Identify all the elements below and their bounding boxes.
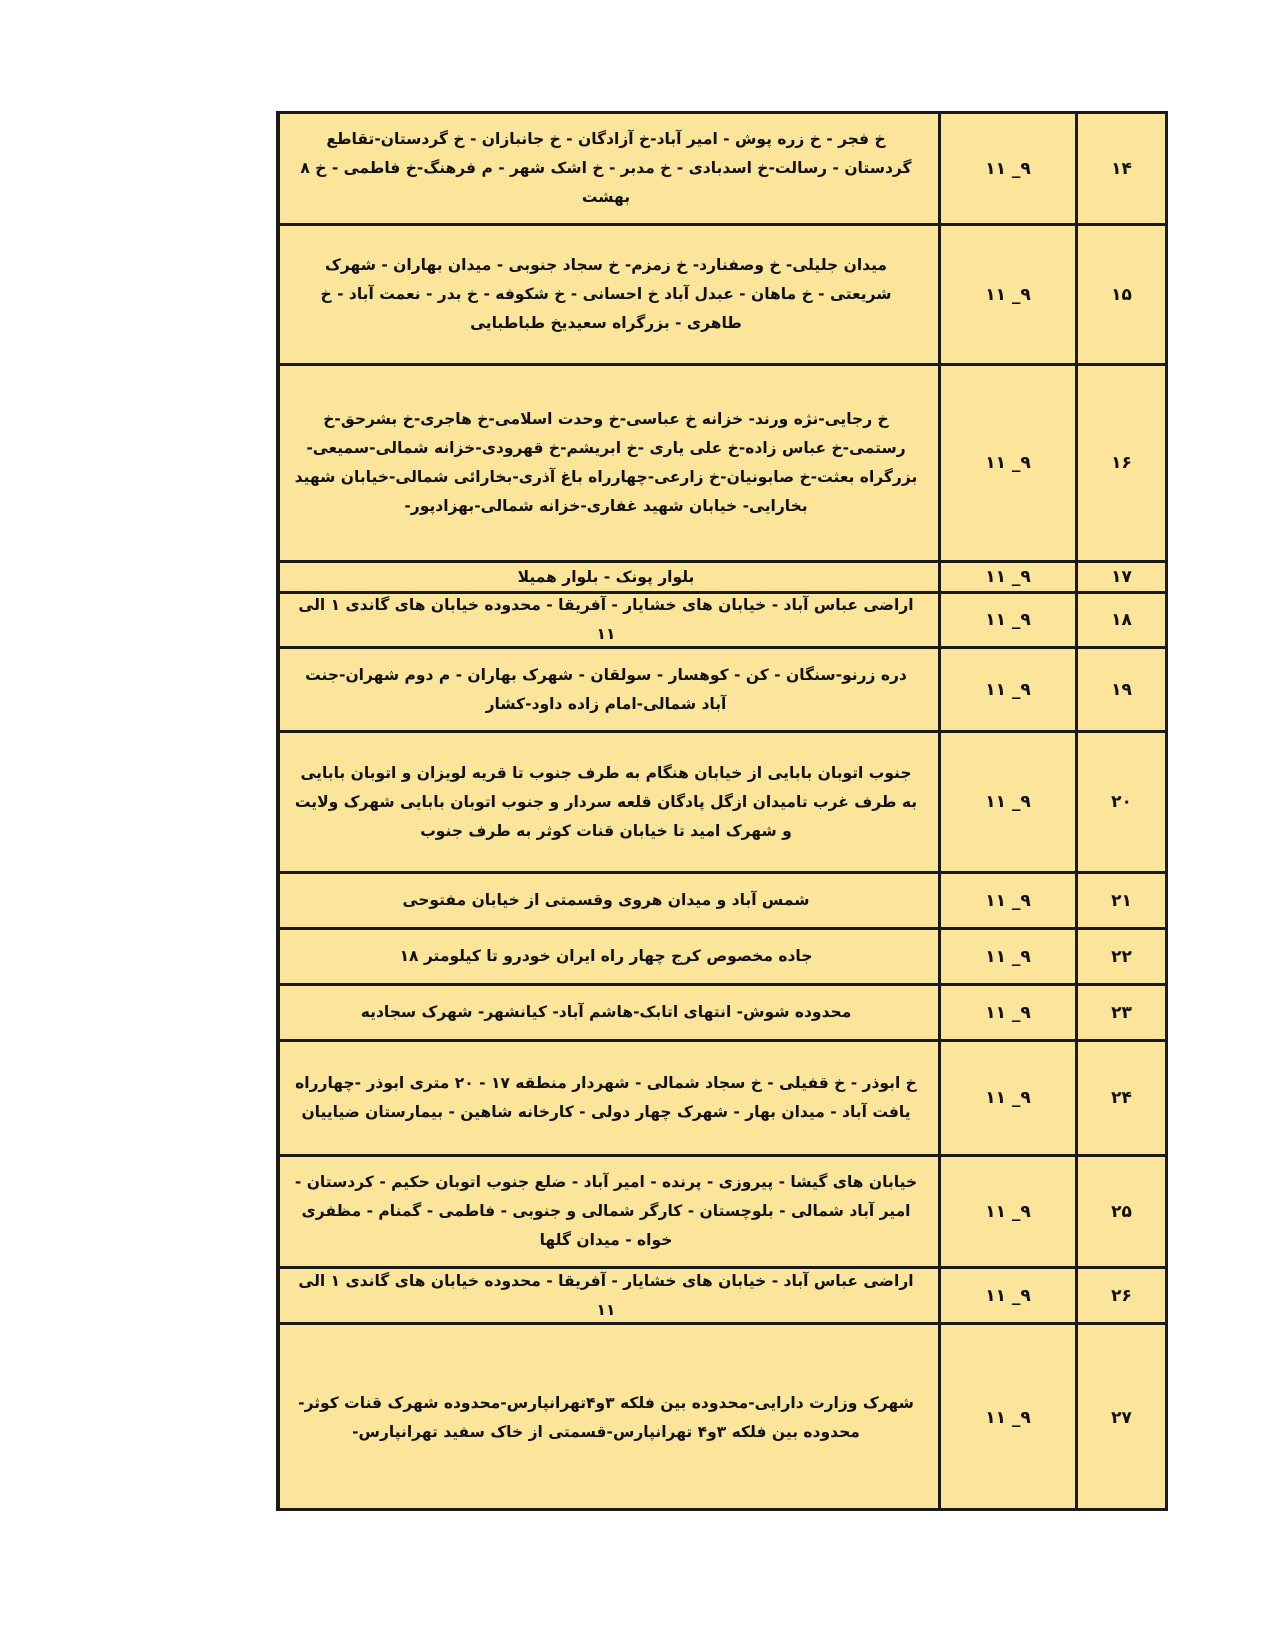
time-range: ۱۱ _۹ [938,594,1075,646]
row-number: ۲۷ [1075,1325,1165,1510]
table-row [280,114,1165,226]
table-row [280,1325,1165,1510]
area-cell [280,649,938,730]
area-text: خ رجایی-نژه ورند- خزانه خ عباسی-خ وحدت اسلامی-خ هاجری-خ بشرحق-خ رستمی-خ عباس زاده-خ علی یاری -خ ابریشم-خ قهرودی-خزانه شمالی-سمیعی-بزرگراه بعثت-خ صابونیان-خ زارعی-چهارراه باغ آذری-بخارائی شمالی-خیابان شهید بخارایی- خیابان شهید غفاری-خزانه شمالی-بهزادپور- [294,410,918,515]
table-row [280,986,1165,1042]
table-row [280,1269,1165,1325]
table-row [280,226,1165,366]
area-text: اراضی عباس آباد - خیابان های خشایار - آفریقا - محدوده خیابان های گاندی ۱ الی ۱۱ [298,596,914,643]
table-row [280,366,1165,563]
table-row [280,594,1165,649]
time-range: ۱۱ _۹ [938,874,1075,927]
row-number: ۲۲ [1075,930,1165,983]
area-text: خ ابوذر - خ قفیلی - خ سجاد شمالی - شهردار منطقه ۱۷ - ۲۰ متری ابوذر -چهارراه یافت آباد - میدان بهار - شهرک چهار دولی - کارخانه شاهین - بیمارستان ضیاییان [295,1074,917,1121]
area-cell [280,1269,938,1322]
area-text: خیابان های گیشا - پیروزی - پرنده - امیر آباد - ضلع جنوب اتوبان حکیم - کردستان - امیر آباد شمالی - بلوچستان - کارگر شمالی و جنوبی - فاطمی - گمنام - مظفری خواه - میدان گلها [294,1173,918,1249]
time-range: ۱۱ _۹ [938,1157,1075,1266]
table-row [280,874,1165,930]
time-range: ۱۱ _۹ [938,1325,1075,1510]
area-text: بلوار پونک - بلوار همیلا [517,567,695,586]
row-number: ۲۶ [1075,1269,1165,1322]
time-range: ۱۱ _۹ [938,733,1075,871]
time-range: ۱۱ _۹ [938,563,1075,591]
area-text: خ فجر - خ زره پوش - امیر آباد-خ آزادگان - خ جانبازان - خ گردستان-تقاطع گردستان - رسالت-خ اسدبادی - خ مدبر - خ اشک شهر - م فرهنگ-خ فاطمی - خ ۸ بهشت [300,130,912,206]
area-text: اراضی عباس آباد - خیابان های خشایار - آفریقا - محدوده خیابان های گاندی ۱ الی ۱۱ [298,1271,914,1319]
table-row [280,563,1165,594]
area-cell [280,1325,938,1510]
area-cell [280,226,938,363]
row-number: ۲۱ [1075,874,1165,927]
time-range: ۱۱ _۹ [938,226,1075,363]
area-cell [280,366,938,560]
row-number: ۲۰ [1075,733,1165,871]
table-row [280,1042,1165,1157]
row-number: ۱۸ [1075,594,1165,646]
time-range: ۱۱ _۹ [938,1269,1075,1322]
row-number: ۱۷ [1075,563,1165,591]
area-text: محدوده شوش- انتهای اتابک-هاشم آباد- کیانشهر- شهرک سجادیه [360,1003,852,1021]
row-number: ۱۹ [1075,649,1165,730]
row-number: ۲۴ [1075,1042,1165,1154]
table-row [280,733,1165,874]
time-range: ۱۱ _۹ [938,114,1075,223]
area-cell [280,114,938,223]
area-cell [280,1157,938,1266]
area-cell [280,563,938,591]
area-cell [280,930,938,983]
table-row [280,649,1165,733]
table-row [280,1157,1165,1269]
area-text: جاده مخصوص کرج چهار راه ایران خودرو تا کیلومتر ۱۸ [399,947,813,965]
row-number: ۲۳ [1075,986,1165,1039]
area-cell [280,594,938,646]
area-text: جنوب اتوبان بابایی از خیابان هنگام به طرف جنوب تا قریه لویزان و اتوبان بابایی به طرف غرب تامیدان ازگل پادگان قلعه سردار و جنوب اتوبان بابایی شهرک ولایت و شهرک امید تا خیابان قنات کوثر به طرف جنوب [294,763,918,840]
time-range: ۱۱ _۹ [938,1042,1075,1154]
area-cell [280,1042,938,1154]
row-number: ۱۴ [1075,114,1165,223]
schedule-table [276,111,1168,1511]
area-text: شهرک وزارت دارایی-محدوده بین فلکه ۳و۴تهرانپارس-محدوده شهرک قنات کوثر-محدوده بین فلکه ۳و۴ تهرانپارس-قسمتی از خاک سفید تهرانپارس- [298,1393,914,1441]
time-range: ۱۱ _۹ [938,366,1075,560]
area-text: دره زرنو-سنگان - کن - کوهسار - سولقان - شهرک بهاران - م دوم شهران-جنت آباد شمالی-امام زاده داود-کشار [305,665,907,713]
row-number: ۲۵ [1075,1157,1165,1266]
time-range: ۱۱ _۹ [938,930,1075,983]
time-range: ۱۱ _۹ [938,649,1075,730]
row-number: ۱۶ [1075,366,1165,560]
area-cell [280,733,938,871]
area-text: میدان جلیلی- خ وصفنارد- خ زمزم- خ سجاد جنوبی - میدان بهاران - شهرک شریعتی - خ ماهان - عبدل آباد خ احسانی - خ شکوفه - خ بدر - نعمت آباد - خ طاهری - بزرگراه سعیدیخ طباطبایی [320,256,892,332]
time-range: ۱۱ _۹ [938,986,1075,1039]
area-cell [280,986,938,1039]
row-number: ۱۵ [1075,226,1165,363]
table-row [280,930,1165,986]
area-text: شمس آباد و میدان هروی وقسمتی از خیابان مفتوحی [402,891,810,909]
area-cell [280,874,938,927]
